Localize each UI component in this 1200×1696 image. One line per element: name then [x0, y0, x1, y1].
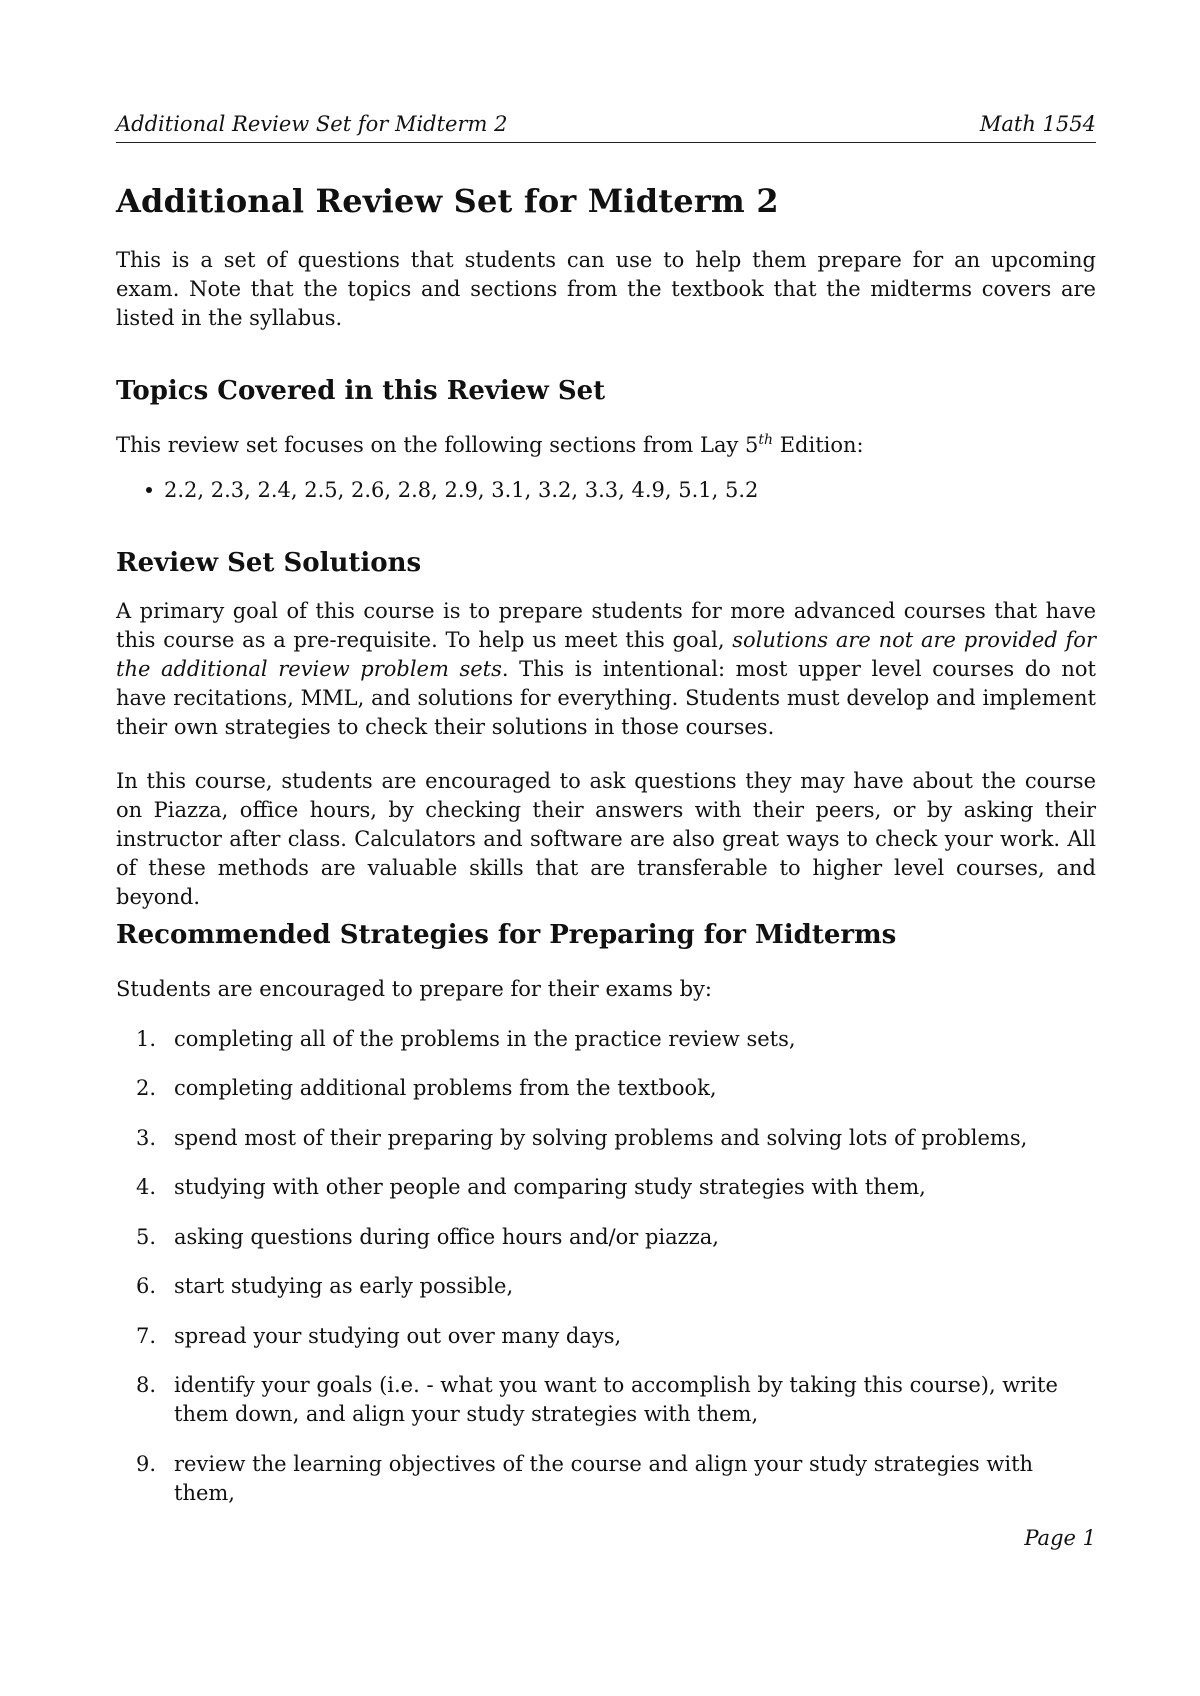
solutions-p1-part2: . This is intentional: most upper level courses do not have recitations, MML, and solutions for everything. Students must develop and implement their own strategies to check their solutions in those courses. — [116, 657, 1096, 739]
list-item-number: 5. — [136, 1225, 157, 1249]
bullet-icon — [146, 487, 152, 493]
list-item — [116, 1371, 1096, 1429]
running-header — [116, 112, 1096, 143]
solutions-paragraph-1 — [116, 597, 1096, 742]
list-item-number: 9. — [136, 1452, 157, 1476]
topics-text-after: Edition: — [773, 433, 864, 457]
list-item — [116, 1272, 1096, 1301]
list-item-number: 4. — [136, 1175, 157, 1199]
list-item-number: 8. — [136, 1373, 157, 1397]
strategies-intro: Students are encouraged to prepare for their exams by: — [116, 977, 712, 1001]
list-item-number: 7. — [136, 1324, 157, 1348]
list-item-text: completing all of the problems in the practice review sets, — [174, 1027, 796, 1051]
page-number: Page 1 — [1024, 1526, 1096, 1550]
list-item — [116, 1074, 1096, 1103]
list-item — [116, 1124, 1096, 1153]
page-title: Additional Review Set for Midterm 2 — [116, 182, 779, 220]
intro-paragraph: This is a set of questions that students can use to help them prepare for an upcoming exam. Note that the topics and sections from the textbook that the midterms covers are listed in the syllabus. — [116, 248, 1096, 330]
list-item — [116, 1025, 1096, 1054]
list-item-text: start studying as early possible, — [174, 1274, 514, 1298]
solutions-heading: Review Set Solutions — [116, 548, 422, 578]
list-item-number: 1. — [136, 1027, 157, 1051]
list-item — [116, 1223, 1096, 1252]
list-item-text: spread your studying out over many days, — [174, 1324, 622, 1348]
solutions-paragraph-2: In this course, students are encouraged to ask questions they may have about the course on Piazza, office hours, by checking their answers with their peers, or by asking their instructor after class. Calculators and software are also great ways to check your work. All of these methods are valuable skills that are transferable to higher level courses, and beyond. — [116, 769, 1096, 909]
list-item-text: spend most of their preparing by solving problems and solving lots of problems, — [174, 1126, 1028, 1150]
topics-text: This review set focuses on the following sections from Lay 5 — [116, 433, 759, 457]
topics-heading: Topics Covered in this Review Set — [116, 376, 606, 406]
header-title: Additional Review Set for Midterm 2 — [116, 112, 508, 136]
solutions-p1-italic: solutions are not are provided for the additional review problem sets — [116, 628, 1096, 681]
list-item-number: 3. — [136, 1126, 157, 1150]
list-item-text: identify your goals (i.e. - what you want to accomplish by taking this course), write them down, and align your study strategies with them, — [174, 1373, 1058, 1426]
sections-bullet — [146, 478, 758, 502]
list-item — [116, 1173, 1096, 1202]
list-item-text: asking questions during office hours and/or piazza, — [174, 1225, 719, 1249]
list-item-number: 6. — [136, 1274, 157, 1298]
topics-paragraph — [116, 426, 1096, 460]
list-item-text: completing additional problems from the textbook, — [174, 1076, 717, 1100]
list-item-text: studying with other people and comparing study strategies with them, — [174, 1175, 926, 1199]
header-course: Math 1554 — [979, 112, 1096, 136]
sections-list: 2.2, 2.3, 2.4, 2.5, 2.6, 2.8, 2.9, 3.1, 3.2, 3.3, 4.9, 5.1, 5.2 — [164, 478, 759, 502]
solutions-p1-part1: A primary goal of this course is to prepare students for more advanced courses that have this course as a pre-requisite. To help us meet this goal, — [116, 599, 1096, 652]
strategies-heading: Recommended Strategies for Preparing for Midterms — [116, 920, 897, 950]
topics-superscript: th — [758, 432, 774, 448]
list-item — [116, 1450, 1096, 1508]
list-item-number: 2. — [136, 1076, 157, 1100]
list-item-text: review the learning objectives of the course and align your study strategies with them, — [174, 1452, 1034, 1505]
list-item — [116, 1322, 1096, 1351]
